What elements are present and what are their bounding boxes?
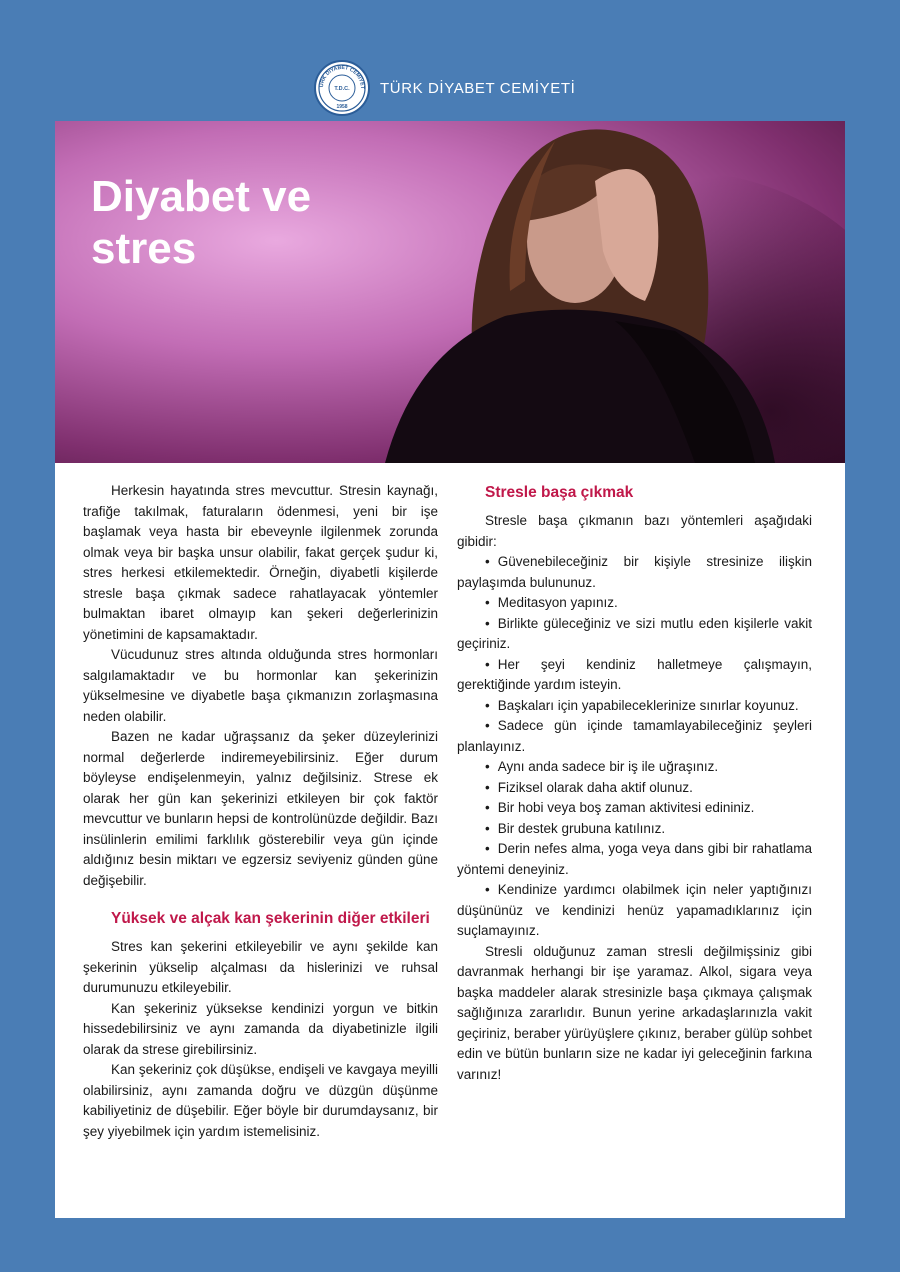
page-title: Diyabet ve stres [91, 172, 312, 273]
seal-year: 1958 [336, 104, 348, 110]
paragraph: Stresli olduğunuz zaman stresli değilmişsiniz gibi davranmak herhangi bir işe yaramaz. Alkol, sigara veya başka maddeler alarak stresinizle başa çıkmaya çalışmak sağlığınıza zararlıdır. Bunun yerine arkadaşlarınızla vakit geçiriniz, beraber yürüyüşlere çıkınız, beraber gülüp sohbet edin ve bütün bunların size ne kadar iyi geleceğinin farkına varınız! [457, 943, 812, 1082]
list-item: • Meditasyon yapınız. [457, 593, 812, 614]
list-item: • Derin nefes alma, yoga veya dans gibi bir rahatlama yöntemi deneyiniz. [457, 839, 812, 880]
paragraph: Kan şekeriniz yüksekse kendinizi yorgun ve bitkin hissedebilirsiniz ve aynı zamanda da diyabetinizle ilgili olarak da strese girebilirsiniz. [83, 1000, 438, 1057]
list-item: • Başkaları için yapabileceklerinize sınırlar koyunuz. [457, 696, 812, 717]
list-item: • Sadece gün içinde tamamlayabileceğiniz şeyleri planlayınız. [457, 716, 812, 757]
seal-graphic [316, 62, 368, 114]
list-item: • Bir destek grubuna katılınız. [457, 819, 812, 840]
paragraph: Stres kan şekerini etkileyebilir ve aynı şekilde kan şekerinin yükselip alçalması da hislerinizi ve ruhsal durumunuzu etkileyebilir. [83, 939, 438, 995]
organization-name: TÜRK DİYABET CEMİYETİ [380, 79, 576, 97]
seal-abbr: T.D.C. [334, 86, 350, 92]
section-heading: Yüksek ve alçak kan şekerinin diğer etkileri [111, 910, 430, 927]
seal-top-text: ÜRK DİYABET CEMİYET [318, 64, 366, 90]
hero-banner [55, 121, 845, 463]
list-item: • Güvenebileceğiniz bir kişiyle stresinize ilişkin paylaşımda bulununuz. [457, 552, 812, 593]
list-item: • Her şeyi kendiniz halletmeye çalışmayın, gerektiğinde yardım isteyin. [457, 655, 812, 696]
paragraph: Herkesin hayatında stres mevcuttur. Stresin kaynağı, trafiğe takılmak, faturaların ödenmesi, yeni bir işe başlamak veya hasta bir ebeveynle ilgilenmek zorunda olmak veya bir başka unsur olabilir, fakat gerçek şudur ki, stres herkesi etkilemektedir. Örneğin, diyabetli kişilerde stresle başa çıkmak sadece rahatlayacak yöntemler bulmaktan ibaret olmayıp kan şekeri değerlerinizin yönetimini de kapsamaktadır. [83, 483, 438, 642]
list-item: • Kendinize yardımcı olabilmek için neler yaptığınızı düşününüz ve kendinizi henüz yapamadıklarınız için suçlamayınız. [457, 880, 812, 942]
content-panel [55, 121, 845, 1218]
list-item: • Bir hobi veya boş zaman aktivitesi edininiz. [457, 798, 812, 819]
right-column [457, 481, 812, 1085]
list-item: • Birlikte güleceğiniz ve sizi mutlu eden kişilerle vakit geçiriniz. [457, 614, 812, 655]
cemiyet-seal-logo [314, 60, 370, 116]
list-item: • Aynı anda sadece bir iş ile uğraşınız. [457, 757, 812, 778]
paragraph: Vücudunuz stres altında olduğunda stres hormonları salgılamaktadır ve bu hormonlar kan şekerinizin yükselmesine ve diyabetle başa çıkmanızın zorlaşmasına neden olabilir. [83, 647, 438, 724]
paragraph: Kan şekeriniz çok düşükse, endişeli ve kavgaya meyilli olabilirsiniz, aynı zamanda doğru ve düzgün düşünme kabiliyetiniz de düşebilir. Eğer böyle bir durumdaysanız, bir şey yiyebilmek için yardım istemelisiniz. [83, 1062, 438, 1139]
paragraph: Bazen ne kadar uğraşsanız da şeker düzeylerinizi normal değerlerde indiremeyebilirsiniz. Eğer durum böyleyse endişelenmeyin, yalnız değilsiniz. Strese ek olarak her gün kan şekerinizi etkileyen bir çok faktör mevcuttur ve bunların hepsi de kontrolünüzde değildir. Bazı insülinlerin emilimi farklılık gösterebilir veya gün içinde aldığınız besin miktarı ve egzersiz seviyeniz günden güne değişebilir. [83, 729, 438, 888]
section-heading: Stresle başa çıkmak [485, 484, 634, 501]
left-column [83, 481, 438, 1142]
list-item: • Fiziksel olarak daha aktif olunuz. [457, 778, 812, 799]
page-header [314, 60, 575, 116]
paragraph: Stresle başa çıkmanın bazı yöntemleri aşağıdaki gibidir: [457, 513, 812, 549]
tips-list [457, 552, 812, 942]
